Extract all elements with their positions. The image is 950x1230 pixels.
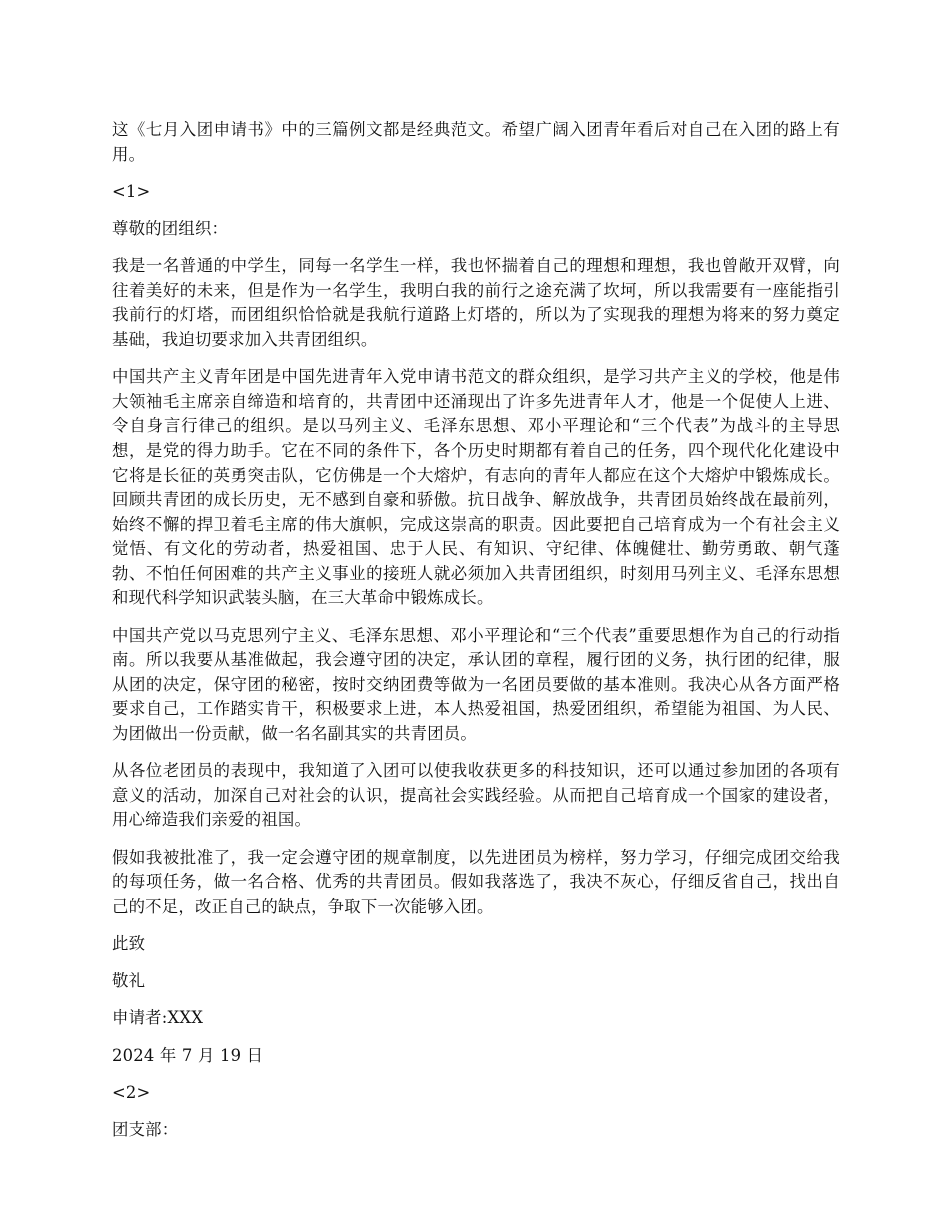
intro-paragraph: 这《七月入团申请书》中的三篇例文都是经典范文。希望广阔入团青年看后对自己在入团的路上有用。 [112, 120, 840, 164]
body-paragraph: 我是一名普通的中学生，同每一名学生一样，我也怀揣着自己的理想和理想，我也曾敞开双臂，向往着美好的未来，但是作为一名学生，我明白我的前行之途充满了坎坷，所以我需要有一座能指引我前行的灯塔，而团组织恰恰就是我航行道路上灯塔的，所以为了实现我的理想为将来的努力奠定基础，我迫切要求加入共青团组织。 [112, 256, 840, 349]
body-paragraph: 假如我被批准了，我一定会遵守团的规章制度，以先进团员为榜样，努力学习，仔细完成团交给我的每项任务，做一名合格、优秀的共青团员。假如我落选了，我决不灰心，仔细反省自己，找出自己的不足，改正自己的缺点，争取下一次能够入团。 [112, 847, 840, 916]
salutation-2: 团支部： [112, 1119, 179, 1139]
body-paragraph: 中国共产主义青年团是中国先进青年入党申请书范文的群众组织，是学习共产主义的学校，他是伟大领袖毛主席亲自缔造和培育的，共青团中还涌现出了许多先进青年人才，他是一个促使人上进、令自身言行律己的组织。是以马列主义、毛泽东思想、邓小平理论和“三个代表”为战斗的主导思想，是党的得力助手。它在不同的条件下，各个历史时期都有着自己的任务，四个现代化化建设中它将是长征的英勇突击队，它仿佛是一个大熔炉，有志向的青年人都应在这个大熔炉中锻炼成长。回顾共青团的成长历史，无不感到自豪和骄傲。抗日战争、解放战争，共青团员始终战在最前列，始终不懈的捍卫着毛主席的伟大旗帜，完成这崇高的职责。因此要把自己培育成为一个有社会主义觉悟、有文化的劳动者，热爱祖国、忠于人民、有知识、守纪律、体魄健壮、勤劳勇敢、朝气蓬勃、不怕任何困难的共产主义事业的接班人就必须加入共青团组织，时刻用马列主义、毛泽东思想和现代科学知识武装头脑，在三大革命中锻炼成长。 [112, 367, 840, 608]
closing-salute: 敬礼 [112, 971, 146, 991]
body-paragraph: 从各位老团员的表现中，我知道了入团可以使我收获更多的科技知识，还可以通过参加团的各项有意义的活动，加深自己对社会的认识，提高社会实践经验。从而把自己培育成一个国家的建设者，用心缔造我们亲爱的祖国。 [112, 761, 840, 830]
body-paragraph: 中国共产党以马克思列宁主义、毛泽东思想、邓小平理论和“三个代表”重要思想作为自己的行动指南。所以我要从基准做起，我会遵守团的决定，承认团的章程，履行团的义务，执行团的纪律，服从团的决定，保守团的秘密，按时交纳团费等做为一名团员要做的基本准则。我决心从各方面严格要求自己，工作踏实肯干，积极要求上进，本人热爱祖国，热爱团组织，希望能为祖国、为人民、为团做出一份贡献，做一名名副其实的共青团员。 [112, 625, 840, 744]
section-marker-1: <1> [112, 181, 151, 201]
applicant-signature: 申请者:XXX [112, 1008, 204, 1028]
closing-line: 此致 [112, 933, 146, 953]
letter-date: 2024 年 7 月 19 日 [112, 1045, 264, 1065]
section-marker-2: <2> [112, 1082, 151, 1102]
salutation: 尊敬的团组织： [112, 218, 229, 238]
document-body [112, 118, 840, 1155]
